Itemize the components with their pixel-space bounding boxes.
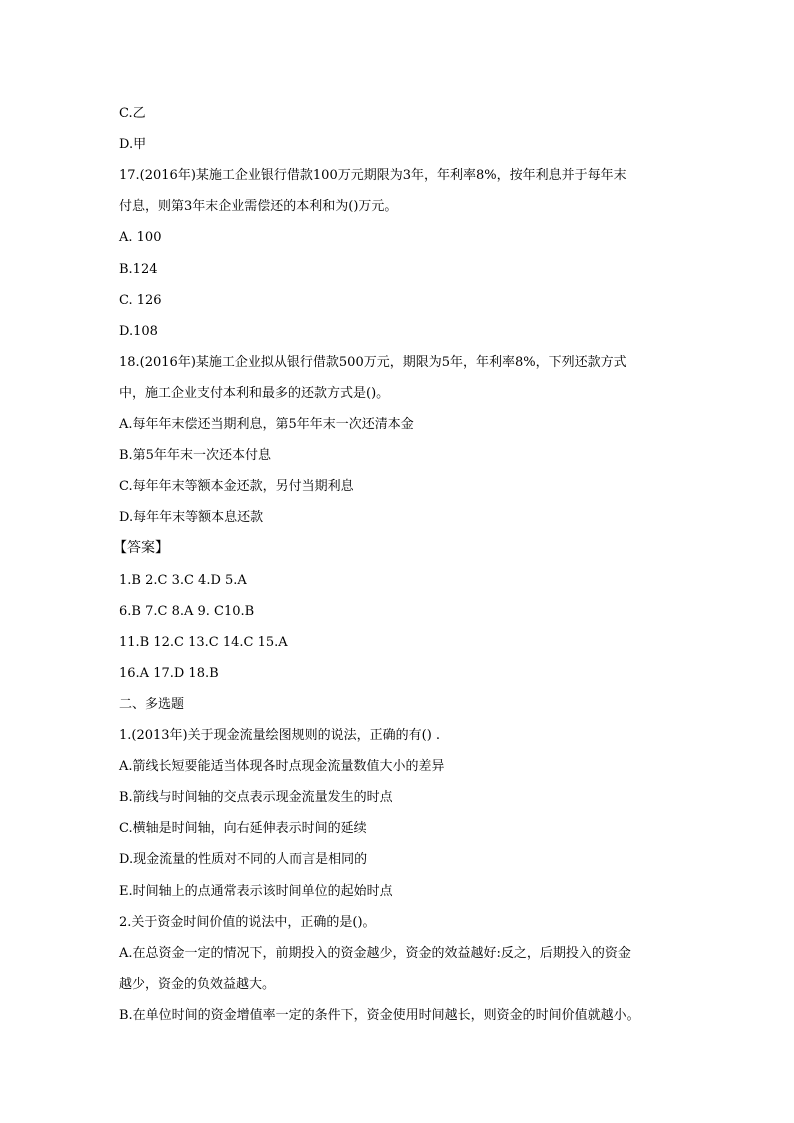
mq2-option-b: B.在单位时间的资金增值率一定的条件下，资金使用时间越长，则资金的时间价值就越小。 <box>119 1008 640 1023</box>
mq2-option-a-line-2: 越少，资金的负效益越大。 <box>119 977 276 992</box>
question-18-line-2: 中，施工企业支付本利和最多的还款方式是()。 <box>119 386 390 401</box>
q17-option-b: B.124 <box>119 262 158 277</box>
question-17-line-1: 17.(2016年)某施工企业银行借款100万元期限为3年，年利率8%，按年利息并于每年末 <box>119 168 627 183</box>
mq1-option-d: D.现金流量的性质对不同的人而言是相同的 <box>119 852 368 867</box>
answers-row-4: 16.A 17.D 18.B <box>119 666 219 681</box>
q17-option-d: D.108 <box>119 324 158 339</box>
multi-question-2: 2.关于资金时间价值的说法中，正确的是()。 <box>119 915 376 930</box>
multi-question-1: 1.(2013年)关于现金流量绘图规则的说法，正确的有() . <box>119 728 441 743</box>
q18-option-b: B.第5年年末一次还本付息 <box>119 448 271 463</box>
answers-row-1: 1.B 2.C 3.C 4.D 5.A <box>119 573 247 588</box>
option-d-prev: D.甲 <box>119 137 147 152</box>
mq1-option-a: A.箭线长短要能适当体现各时点现金流量数值大小的差异 <box>119 759 445 774</box>
q18-option-a: A.每年年末偿还当期利息，第5年年末一次还清本金 <box>119 417 414 432</box>
mq1-option-c: C.横轴是时间轴，向右延伸表示时间的延续 <box>119 821 367 836</box>
mq1-option-e: E.时间轴上的点通常表示该时间单位的起始时点 <box>119 884 393 899</box>
answers-heading: 【答案】 <box>113 540 169 556</box>
section-heading-multi-choice: 二、多选题 <box>119 697 185 712</box>
q17-option-a: A. 100 <box>119 230 162 245</box>
mq2-option-a-line-1: A.在总资金一定的情况下，前期投入的资金越少，资金的效益越好:反之，后期投入的资金 <box>119 946 631 961</box>
q18-option-c: C.每年年末等额本金还款，另付当期利息 <box>119 479 354 494</box>
answers-row-3: 11.B 12.C 13.C 14.C 15.A <box>119 635 288 650</box>
option-c-prev: C.乙 <box>119 106 146 121</box>
mq1-option-b: B.箭线与时间轴的交点表示现金流量发生的时点 <box>119 790 393 805</box>
question-18-line-1: 18.(2016年)某施工企业拟从银行借款500万元，期限为5年，年利率8%，下列还款方式 <box>119 355 627 370</box>
question-17-line-2: 付息，则第3年末企业需偿还的本利和为()万元。 <box>119 199 398 214</box>
q18-option-d: D.每年年末等额本息还款 <box>119 510 264 525</box>
q17-option-c: C. 126 <box>119 293 162 308</box>
answers-row-2: 6.B 7.C 8.A 9. C10.B <box>119 604 255 619</box>
